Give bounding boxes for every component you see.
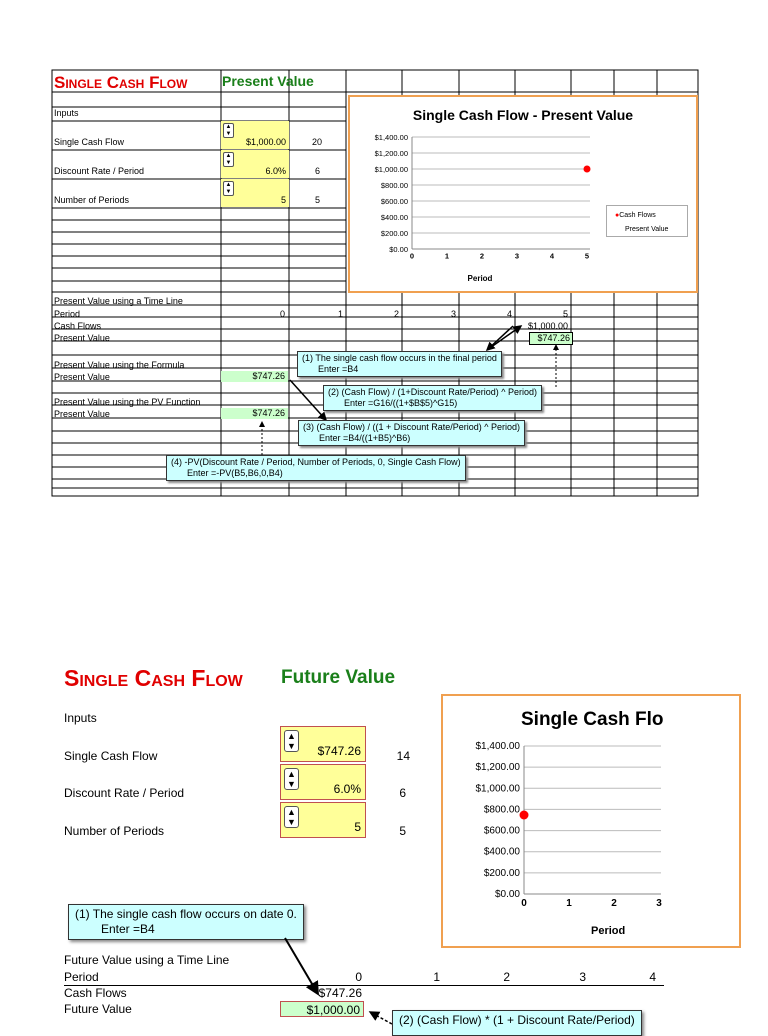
y-tick-label: $0.00 bbox=[389, 245, 408, 254]
period-0: 0 bbox=[279, 309, 285, 319]
callout-3-line1: (3) (Cash Flow) / ((1 + Discount Rate/Period) ^ Period) bbox=[303, 422, 521, 432]
red-dot-icon: ● bbox=[615, 212, 620, 219]
y-tick-label: $1,200.00 bbox=[475, 762, 520, 774]
cash-flows-label: Cash Flows bbox=[54, 321, 102, 331]
fv-period-label: Period bbox=[64, 970, 99, 984]
period-4: 4 bbox=[506, 309, 512, 319]
sheet-title-green: Present Value bbox=[222, 73, 314, 89]
fv-chart bbox=[441, 694, 664, 948]
fv-chart-xlabel: Period bbox=[591, 925, 626, 937]
timeline-title: Present Value using a Time Line bbox=[54, 296, 183, 306]
callout-1-line2: Enter =B4 bbox=[318, 364, 359, 374]
y-tick-label: $1,400.00 bbox=[475, 741, 520, 752]
fv-period-4: 4 bbox=[649, 970, 656, 984]
input-label-discount-rate: Discount Rate / Period bbox=[54, 166, 145, 176]
up-arrow-icon[interactable]: ▲ bbox=[225, 153, 232, 160]
period-3: 3 bbox=[450, 309, 456, 319]
pv-chart-title: Single Cash Flow - Present Value bbox=[412, 107, 634, 123]
fv-period-1: 1 bbox=[433, 970, 440, 984]
cash-flow-value: $1,000.00 bbox=[245, 137, 286, 147]
formula-pv-cell: $747.26 bbox=[221, 371, 288, 382]
callout-4-line1: (4) -PV(Discount Rate / Period, Number of Periods, 0, Single Cash Flow) bbox=[171, 457, 461, 467]
pv-chart-xlabel: Period bbox=[467, 274, 493, 283]
fv-callout-1-line1: (1) The single cash flow occurs on date 0. bbox=[75, 907, 297, 921]
y-tick-label: $600.00 bbox=[380, 197, 408, 206]
fv-input-label-discount-rate: Discount Rate / Period bbox=[64, 786, 185, 800]
down-arrow-icon[interactable]: ▼ bbox=[225, 188, 232, 195]
fv-discount-rate-value: 6.0% bbox=[333, 782, 361, 796]
up-arrow-icon[interactable]: ▲ bbox=[287, 768, 296, 779]
y-tick-label: $400.00 bbox=[380, 213, 408, 222]
fv-inputs-label: Inputs bbox=[64, 711, 97, 725]
y-tick-label: $1,000.00 bbox=[475, 783, 520, 795]
fv-chart-title: Single Cash Flo bbox=[521, 709, 664, 730]
formula-pv-label: Present Value bbox=[54, 372, 110, 382]
fv-cash-flows-label: Cash Flows bbox=[64, 986, 127, 1000]
fv-periods-value: 5 bbox=[354, 820, 361, 834]
fv-title-green: Future Value bbox=[281, 667, 396, 688]
up-arrow-icon[interactable]: ▲ bbox=[225, 124, 232, 131]
y-tick-label: $200.00 bbox=[483, 867, 520, 879]
callout-3-line2: Enter =B4/((1+B5)^B6) bbox=[319, 433, 411, 443]
input-label-cash-flow: Single Cash Flow bbox=[54, 137, 125, 147]
callout-1-line1: (1) The single cash flow occurs in the final period bbox=[302, 353, 497, 363]
pvfunc-pv-cell: $747.26 bbox=[221, 408, 288, 419]
fv-input-label-periods: Number of Periods bbox=[64, 824, 165, 838]
fv-callout-2-line1: (2) (Cash Flow) * (1 + Discount Rate/Period) bbox=[399, 1013, 635, 1027]
fv-discount-rate-aux: 6 bbox=[399, 786, 406, 800]
up-arrow-icon[interactable]: ▲ bbox=[287, 806, 296, 817]
y-tick-label: $1,000.00 bbox=[374, 165, 408, 174]
callout-2-line2: Enter =G16/((1+$B$5)^G15) bbox=[344, 398, 458, 408]
periods-value: 5 bbox=[280, 195, 286, 205]
fv-period-3: 3 bbox=[579, 970, 586, 984]
fv-callout-1-line2: Enter =B4 bbox=[101, 922, 155, 936]
fv-period-2: 2 bbox=[503, 970, 510, 984]
fv-title-red: Single Cash Flow bbox=[64, 665, 243, 691]
down-arrow-icon[interactable]: ▼ bbox=[225, 130, 232, 137]
fv-timeline-title: Future Value using a Time Line bbox=[64, 953, 230, 967]
up-arrow-icon[interactable]: ▲ bbox=[225, 182, 232, 189]
y-tick-label: $1,200.00 bbox=[374, 149, 408, 158]
period-5: 5 bbox=[562, 309, 568, 319]
down-arrow-icon[interactable]: ▼ bbox=[287, 816, 296, 827]
formula-title: Present Value using the Formula bbox=[54, 360, 185, 370]
pvfunc-title: Present Value using the PV Function bbox=[54, 397, 201, 407]
period-2: 2 bbox=[393, 309, 399, 319]
y-tick-label: $400.00 bbox=[483, 846, 520, 858]
x-tick-label: 3 bbox=[656, 898, 662, 909]
fv-period-0: 0 bbox=[355, 970, 362, 984]
x-tick-label: 0 bbox=[409, 251, 415, 261]
x-tick-label: 1 bbox=[444, 251, 450, 261]
legend-cash-flows-label: Cash Flows bbox=[619, 212, 656, 219]
sheet-title-red: Single Cash Flow bbox=[54, 73, 188, 92]
timeline-pv-cell: $747.26 bbox=[529, 332, 573, 345]
y-tick-label: $0.00 bbox=[494, 889, 520, 900]
fv-timeline-cash-flow: $747.26 bbox=[318, 986, 362, 1000]
x-tick-label: 1 bbox=[566, 898, 572, 909]
period-label: Period bbox=[54, 309, 81, 319]
y-tick-label: $800.00 bbox=[483, 804, 520, 816]
x-tick-label: 0 bbox=[521, 898, 527, 909]
fv-cash-flow-aux: 14 bbox=[396, 749, 410, 763]
fv-callout-2 bbox=[392, 1010, 642, 1036]
legend-present-value-label: Present Value bbox=[625, 226, 669, 233]
x-tick-label: 5 bbox=[584, 251, 590, 261]
inputs-label: Inputs bbox=[54, 108, 79, 118]
y-tick-label: $1,400.00 bbox=[374, 133, 408, 142]
x-tick-label: 2 bbox=[479, 251, 485, 261]
discount-rate-aux: 6 bbox=[314, 166, 320, 176]
fv-chart-plot bbox=[441, 694, 661, 948]
fv-cash-flow-value: $747.26 bbox=[317, 744, 361, 758]
fv-input-label-cash-flow: Single Cash Flow bbox=[64, 749, 158, 763]
down-arrow-icon[interactable]: ▼ bbox=[287, 740, 296, 751]
input-label-periods: Number of Periods bbox=[54, 195, 130, 205]
present-value-label: Present Value bbox=[54, 333, 110, 343]
x-tick-label: 3 bbox=[514, 251, 520, 261]
up-arrow-icon[interactable]: ▲ bbox=[287, 730, 296, 741]
x-tick-label: 4 bbox=[549, 251, 555, 261]
y-tick-label: $800.00 bbox=[380, 181, 408, 190]
discount-rate-value: 6.0% bbox=[265, 166, 286, 176]
callout-2-line1: (2) (Cash Flow) / (1+Discount Rate/Period) ^ Period) bbox=[328, 387, 538, 397]
down-arrow-icon[interactable]: ▼ bbox=[287, 778, 296, 789]
x-tick-label: 2 bbox=[611, 898, 617, 909]
fv-future-value-cell: $1,000.00 bbox=[280, 1001, 364, 1017]
periods-aux: 5 bbox=[314, 195, 320, 205]
period-1: 1 bbox=[337, 309, 343, 319]
cash-flow-aux: 20 bbox=[311, 137, 322, 147]
y-tick-label: $200.00 bbox=[380, 229, 408, 238]
fv-future-value-label: Future Value bbox=[64, 1002, 132, 1016]
callout-4-line2: Enter =-PV(B5,B6,0,B4) bbox=[187, 468, 283, 478]
fv-periods-aux: 5 bbox=[399, 824, 406, 838]
y-tick-label: $600.00 bbox=[483, 825, 520, 837]
timeline-cash-flow: $1,000.00 bbox=[527, 321, 568, 331]
data-point bbox=[520, 811, 529, 820]
down-arrow-icon[interactable]: ▼ bbox=[225, 159, 232, 166]
pvfunc-pv-label: Present Value bbox=[54, 409, 110, 419]
